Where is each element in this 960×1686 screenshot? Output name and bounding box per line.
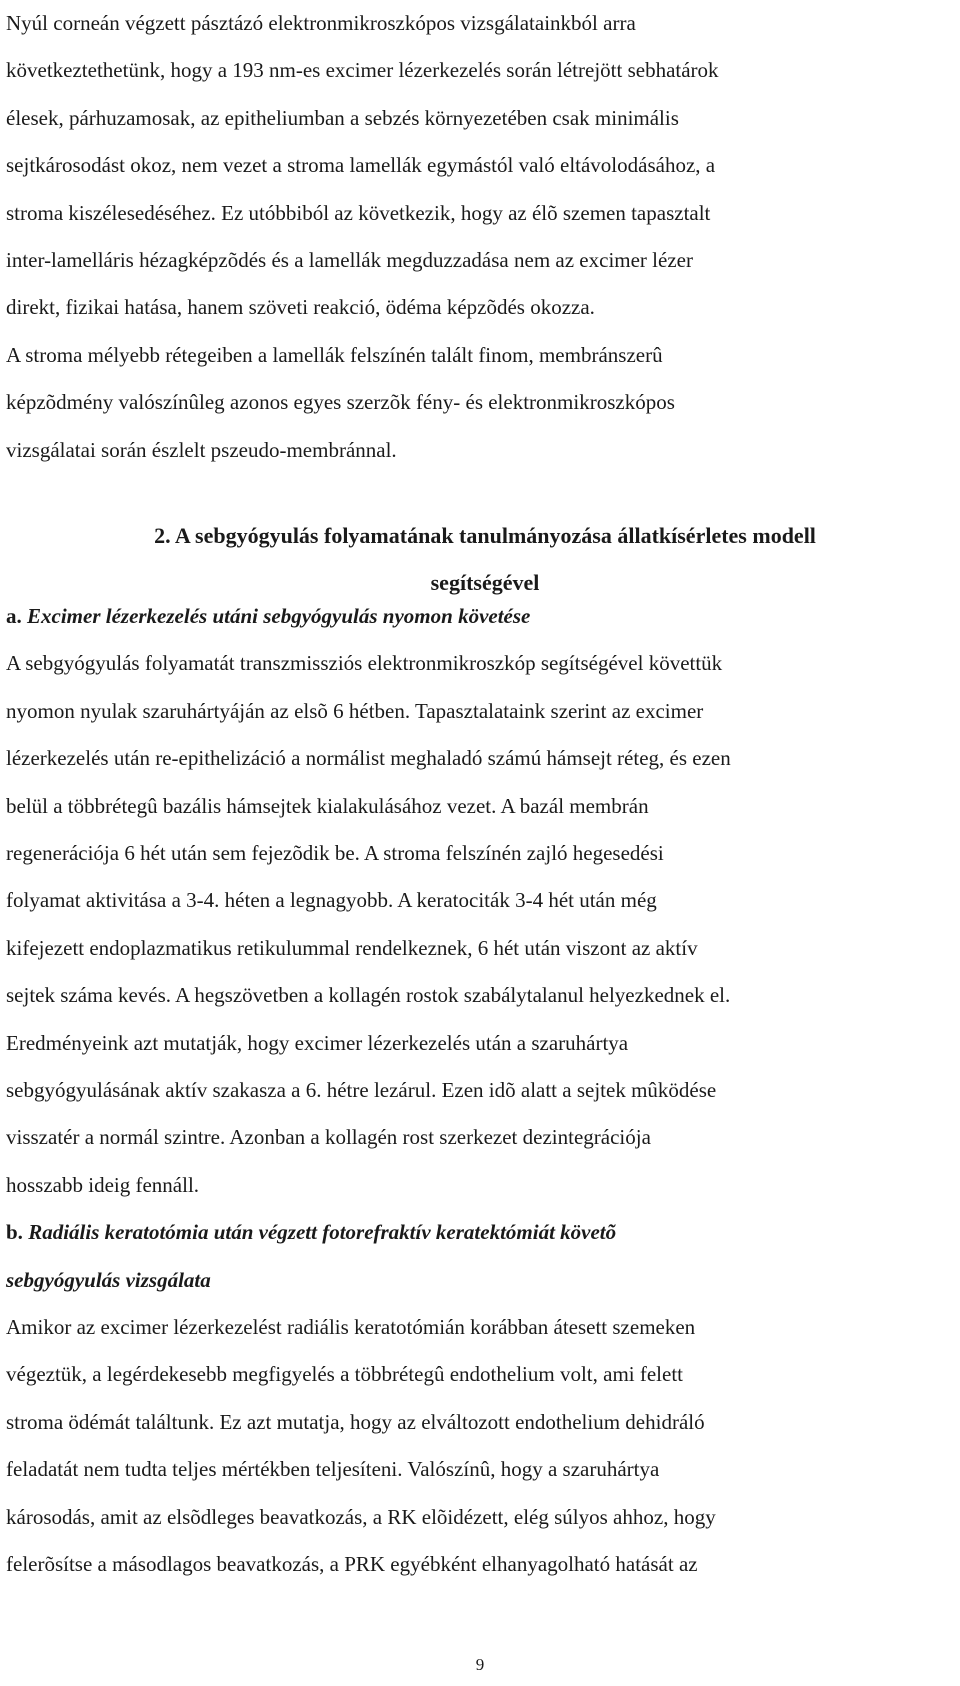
text-line: sejtkárosodást okoz, nem vezet a stroma lamellák egymástól való eltávolodásához, a bbox=[6, 153, 716, 178]
paragraph-2 bbox=[6, 640, 926, 1209]
document-page bbox=[6, 0, 926, 1588]
text-line: következtethetünk, hogy a 193 nm-es excimer lézerkezelés során létrejött sebhatárok bbox=[6, 58, 719, 83]
text-line: stroma kiszélesedéséhez. Ez utóbbiból az következik, hogy az élõ szemen tapasztalt bbox=[6, 200, 711, 225]
section-gap bbox=[6, 474, 926, 512]
text-line: regenerációja 6 hét után sem fejezõdik be. A stroma felszínén zajló hegesedési bbox=[6, 840, 664, 865]
text-line: stroma ödémát találtunk. Ez azt mutatja, hogy az elváltozott endothelium dehidráló bbox=[6, 1409, 705, 1434]
subsection-label: b. bbox=[6, 1220, 23, 1245]
text-line: Eredményeink azt mutatják, hogy excimer lézerkezelés után a szaruhártya bbox=[6, 1030, 629, 1055]
page-number: 9 bbox=[475, 1655, 485, 1674]
text-line: kifejezett endoplazmatikus retikulummal rendelkeznek, 6 hét után viszont az aktív bbox=[6, 935, 698, 960]
text-line: Amikor az excimer lézerkezelést radiális keratotómián korábban átesett szemeken bbox=[6, 1314, 696, 1339]
text-line: A stroma mélyebb rétegeiben a lamellák felszínén talált finom, membránszerû bbox=[6, 342, 663, 367]
heading-line: segítségével bbox=[430, 570, 540, 596]
text-line: Nyúl corneán végzett pásztázó elektronmikroszkópos vizsgálatainkból arra bbox=[6, 11, 636, 35]
heading-line: 2. A sebgyógyulás folyamatának tanulmányozása állatkísérletes modell bbox=[154, 523, 816, 549]
subsection-title-part: Radiális keratotómia után végzett fotorefraktív keratektómiát követõ bbox=[22, 1220, 617, 1245]
text-line: lézerkezelés után re-epithelizáció a normálist meghaladó számú hámsejt réteg, és ezen bbox=[6, 746, 731, 771]
text-line: végeztük, a legérdekesebb megfigyelés a többrétegû endothelium volt, ami felett bbox=[6, 1362, 684, 1387]
subsection-b-heading bbox=[6, 1209, 926, 1304]
text-line: felerõsítse a másodlagos beavatkozás, a PRK egyébként elhanyagolható hatását az bbox=[6, 1552, 698, 1576]
text-line: hosszabb ideig fennáll. bbox=[6, 1172, 200, 1197]
subsection-title-line: sebgyógyulás vizsgálata bbox=[6, 1267, 211, 1292]
subsection-label: a. bbox=[6, 603, 22, 628]
text-line: sebgyógyulásának aktív szakasza a 6. hétre lezárul. Ezen idõ alatt a sejtek mûködése bbox=[6, 1077, 717, 1102]
text-line: direkt, fizikai hatása, hanem szöveti reakció, ödéma képzõdés okozza. bbox=[6, 295, 595, 320]
text-line: nyomon nyulak szaruhártyáján az elsõ 6 hétben. Tapasztalataink szerint az excimer bbox=[6, 698, 704, 723]
subsection-title: Excimer lézerkezelés utáni sebgyógyulás nyomon követése bbox=[21, 603, 531, 628]
text-line: inter-lamelláris hézagképzõdés és a lamellák megduzzadása nem az excimer lézer bbox=[6, 248, 693, 273]
text-line: élesek, párhuzamosak, az epitheliumban a sebzés környezetében csak minimális bbox=[6, 105, 679, 130]
text-line: feladatát nem tudta teljes mértékben teljesíteni. Valószínû, hogy a szaruhártya bbox=[6, 1457, 660, 1482]
text-line: A sebgyógyulás folyamatát transzmissziós elektronmikroszkóp segítségével követtük bbox=[6, 651, 723, 676]
text-line: képzõdmény valószínûleg azonos egyes szerzõk fény- és elektronmikroszkópos bbox=[6, 390, 675, 415]
paragraph-3 bbox=[6, 1304, 926, 1588]
subsection-a-heading bbox=[6, 593, 926, 640]
paragraph-1 bbox=[6, 0, 926, 474]
subsection-title-line bbox=[6, 1209, 926, 1256]
text-line: vizsgálatai során észlelt pszeudo-membránnal. bbox=[6, 437, 397, 462]
text-line: sejtek száma kevés. A hegszövetben a kollagén rostok szabálytalanul helyezkednek el. bbox=[6, 983, 731, 1008]
text-line: folyamat aktivitása a 3-4. héten a legnagyobb. A keratociták 3-4 hét után még bbox=[6, 888, 657, 913]
text-line: belül a többrétegû bazális hámsejtek kialakulásához vezet. A bazál membrán bbox=[6, 793, 649, 818]
text-line: visszatér a normál szintre. Azonban a kollagén rost szerkezet dezintegrációja bbox=[6, 1125, 651, 1150]
text-line: károsodás, amit az elsõdleges beavatkozás, a RK elõidézett, elég súlyos ahhoz, hogy bbox=[6, 1504, 716, 1529]
